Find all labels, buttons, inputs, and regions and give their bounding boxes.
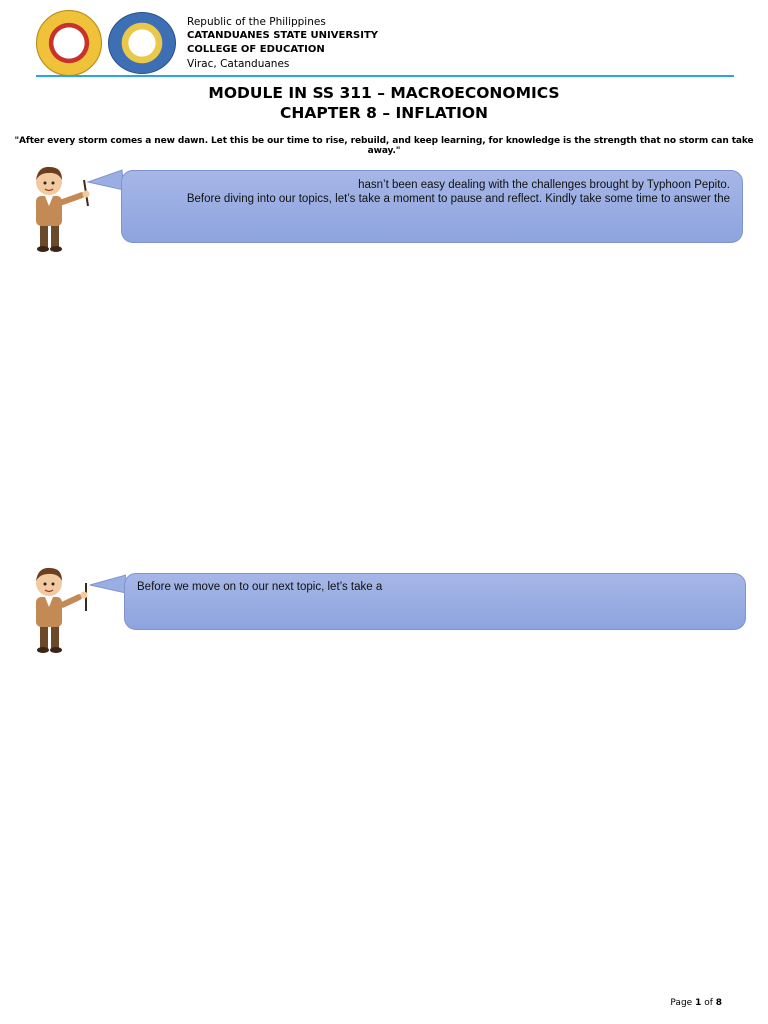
college-of-education-logo <box>108 12 176 74</box>
header-college: COLLEGE OF EDUCATION <box>187 44 325 55</box>
chapter-title: CHAPTER 8 – INFLATION <box>279 104 488 122</box>
header-republic: Republic of the Philippines <box>187 16 326 28</box>
speech-bubble-next-topic <box>124 573 746 630</box>
speech-bubble-intro <box>121 170 743 243</box>
teacher-illustration-2 <box>28 565 126 655</box>
intro-line-2: Before diving into our topics, let’s take a moment to pause and reflect. Kindly take some time to answer the <box>186 193 730 205</box>
header-divider <box>36 75 734 77</box>
page-of: of <box>701 998 716 1008</box>
next-topic-line-1: Before we move on to our next topic, let’s take a <box>137 581 383 593</box>
teacher-illustration <box>26 162 124 254</box>
intro-line-1: hasn’t been easy dealing with the challenges brought by Typhoon Pepito. <box>358 179 730 191</box>
header-location: Virac, Catanduanes <box>187 58 290 70</box>
page-total: 8 <box>715 998 722 1008</box>
module-title: MODULE IN SS 311 – MACROECONOMICS <box>208 84 560 102</box>
university-seal-logo <box>36 10 102 76</box>
header-text <box>187 15 378 71</box>
quote-text: "After every storm comes a new dawn. Let this be our time to rise, rebuild, and keep learning, for knowledge is the strength that no storm can take away." <box>14 136 754 156</box>
page-number <box>670 998 722 1008</box>
header-university: CATANDUANES STATE UNIVERSITY <box>187 30 379 41</box>
page-current: 1 <box>695 998 702 1008</box>
page-prefix: Page <box>670 998 696 1008</box>
